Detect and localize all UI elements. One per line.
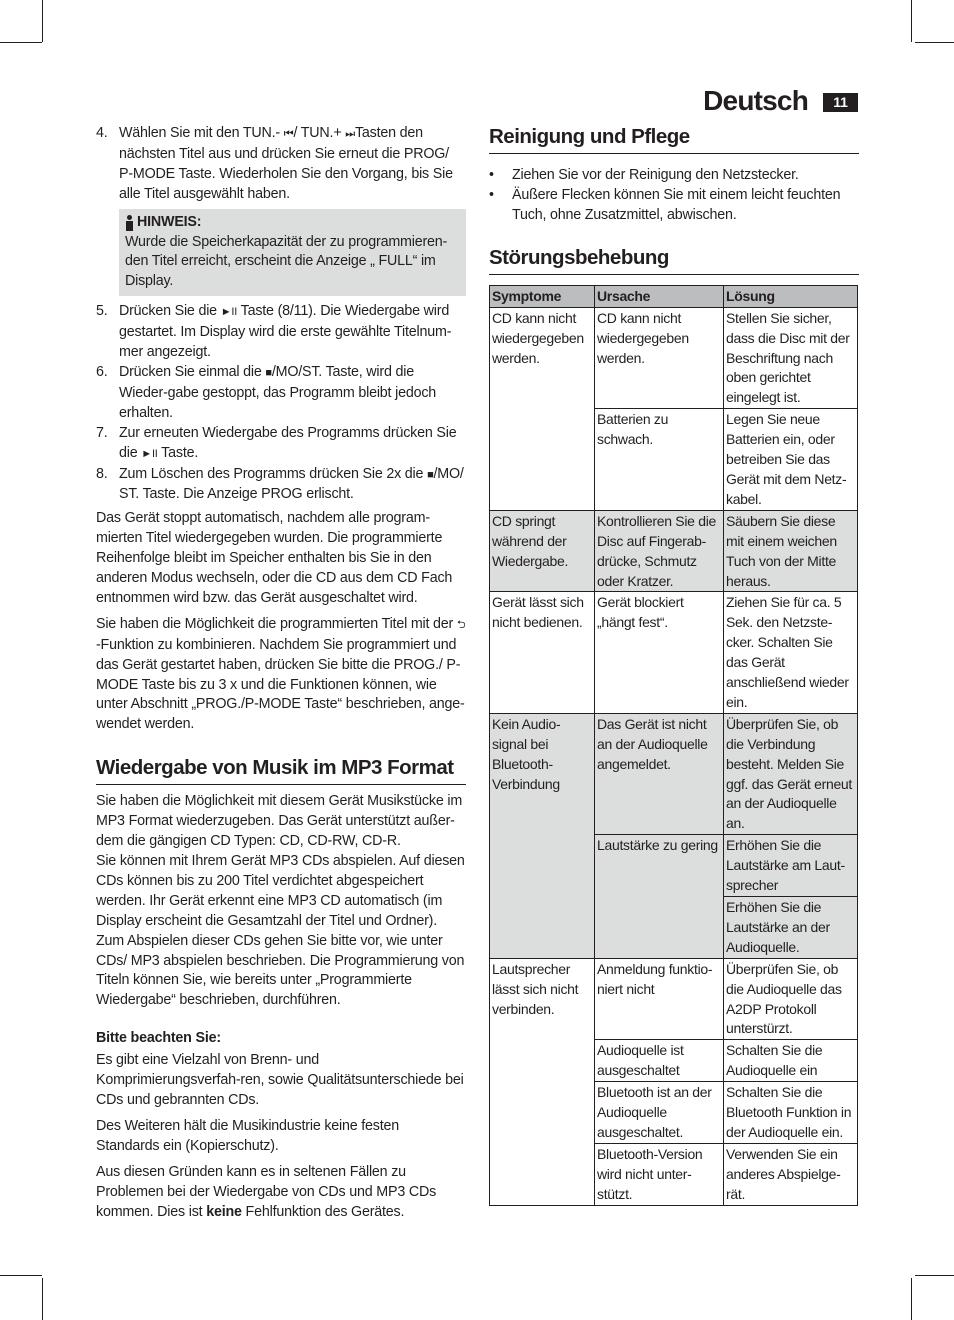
- crop-mark: [0, 1275, 42, 1276]
- note-title: HINWEIS:: [137, 213, 202, 230]
- list-item: • Äußere Flecken können Sie mit einem leicht feuchten Tuch, ohne Zusatzmittel, abwischen.: [489, 186, 841, 223]
- left-column: [96, 124, 466, 1228]
- paragraph: Es gibt eine Vielzahl von Brenn- und Komprimierungsverfah-ren, sowie Qualitätsunterschiede bei CDs und gebrannten CDs.: [96, 1052, 464, 1108]
- paragraph: Sie haben die Möglichkeit die programmierten Titel mit der ⮌-Funktion zu kombinieren. Nachdem Sie programmiert und das Gerät gestartet haben, drücken Sie bitte die PROG./ P-MODE Taste bis zu 3 x und die Funktionen können, wie unter Abschnitt „PROG./P-MODE Taste“ beschrieben, ange-wendet werden.: [96, 615, 466, 733]
- section-heading: Störungsbehebung: [489, 245, 859, 275]
- cause-cell: Audioquelle ist ausgeschaltet: [595, 1040, 724, 1082]
- solution-cell: Stellen Sie sicher, dass die Disc mit der Beschriftung nach oben gerichtet eingelegt ist.: [724, 307, 858, 409]
- cause-cell: Gerät blockiert „hängt fest“.: [595, 592, 724, 713]
- solution-cell: Legen Sie neue Batterien ein, oder betreiben Sie das Gerät mit dem Netz-kabel.: [724, 409, 858, 511]
- solution-cell: Schalten Sie die Audioquelle ein: [724, 1040, 858, 1082]
- play-pause-icon: ►II: [220, 306, 238, 319]
- troubleshooting-table: [489, 285, 858, 1206]
- table-row: [490, 510, 858, 592]
- cause-cell: Kontrollieren Sie die Disc auf Fingerab-drücke, Schmutz oder Kratzer.: [595, 510, 724, 592]
- crop-mark: [911, 0, 912, 42]
- table-row: [490, 307, 858, 409]
- bullet-list: [489, 166, 859, 226]
- right-column: [489, 124, 859, 1206]
- table-row: [490, 958, 858, 1040]
- table-row: [490, 592, 858, 713]
- column-header: Symptome: [490, 285, 595, 307]
- repeat-icon: ⮌: [456, 618, 466, 631]
- list-item: 7. Zur erneuten Wiedergabe des Programms drücken Sie die ►II Taste.: [96, 424, 466, 465]
- list-item: • Ziehen Sie vor der Reinigung den Netzstecker.: [489, 167, 799, 183]
- cause-cell: Lautstärke zu gering: [595, 835, 724, 958]
- stop-icon: ■: [427, 468, 434, 481]
- play-pause-icon: ►II: [141, 447, 158, 460]
- crop-mark: [915, 42, 954, 43]
- cause-cell: Anmeldung funktio-niert nicht: [595, 958, 724, 1040]
- list-item: 8. Zum Löschen des Programms drücken Sie 2x die ■/MO/ ST. Taste. Die Anzeige PROG erlischt.: [96, 465, 464, 503]
- solution-cell: Überprüfen Sie, ob die Audioquelle das A2DP Protokoll unterstürzt.: [724, 958, 858, 1040]
- step-list: [96, 124, 466, 205]
- page-language-title: Deutsch: [703, 85, 808, 116]
- symptom-cell: CD springt während der Wiedergabe.: [490, 510, 595, 592]
- paragraph: Das Gerät stoppt automatisch, nachdem alle program-mierten Titel wiedergegeben wurden. Die programmierte Reihenfolge bleibt im Speicher enthalten bis Sie in den anderen Modus wechseln, oder die CD aus dem CD Fach entnommen wird bzw. das Gerät ausgeschaltet wird.: [96, 510, 453, 606]
- info-icon: [125, 215, 134, 231]
- note-text: Wurde die Speicherkapazität der zu programmieren-den Titel erreicht, erscheint die Anzeige „ FULL“ im Display.: [125, 233, 448, 290]
- solution-cell: Ziehen Sie für ca. 5 Sek. den Netzste-cker. Schalten Sie das Gerät anschließend wieder ein.: [724, 592, 858, 713]
- column-header: Lösung: [724, 285, 858, 307]
- symptom-cell: Kein Audio-signal bei Bluetooth-Verbindung: [490, 713, 595, 958]
- paragraph: Aus diesen Gründen kann es in seltenen Fällen zu Problemen bei der Wiedergabe von CDs und MP3 CDs kommen. Dies ist keine Fehlfunktion des Gerätes.: [96, 1163, 437, 1220]
- list-item: 6. Drücken Sie einmal die ■/MO/ST. Taste, wird die Wieder-gabe gestoppt, das Programm bleibt jedoch erhalten.: [96, 363, 437, 421]
- symptom-cell: Lautsprecher lässt sich nicht verbinden.: [490, 958, 595, 1205]
- crop-mark: [42, 1278, 43, 1320]
- column-header: Ursache: [595, 285, 724, 307]
- cause-cell: Bluetooth-Version wird nicht unter-stützt.: [595, 1143, 724, 1205]
- solution-cell: Säubern Sie diese mit einem weichen Tuch von der Mitte heraus.: [724, 510, 858, 592]
- crop-mark: [42, 0, 43, 42]
- solution-cell: Verwenden Sie ein anderes Abspielge-rät.: [724, 1143, 858, 1205]
- paragraph: Sie haben die Möglichkeit mit diesem Gerät Musikstücke im MP3 Format wiederzugeben. Das Gerät unterstützt außer-dem die gängigen CD Typen: CD, CD-RW, CD-R. Sie können mit Ihrem Gerät MP3 CDs abspielen. Auf diesen CDs können bis zu 200 Titel verdichtet abgespeichert werden. Ihr Gerät erkennt eine MP3 CD automatisch (im Display erscheint die Gesamtzahl der Titel und Ordner). Zum Abspielen dieser CDs gehen Sie bitte vor, wie unter CDs/ MP3 abspielen beschrieben. Die Programmierung von Titeln können Sie, wie bereits unter „Programmierte Wiedergabe“ beschrieben, durchführen.: [96, 793, 465, 1009]
- skip-forward-icon: ⏭: [345, 128, 355, 140]
- solution-cell: Schalten Sie die Bluetooth Funktion in der Audioquelle ein.: [724, 1082, 858, 1144]
- paragraph: Des Weiteren hält die Musikindustrie keine festen Standards ein (Kopierschutz).: [96, 1117, 400, 1154]
- attention-heading: Bitte beachten Sie:: [96, 1030, 221, 1047]
- crop-mark: [915, 1275, 954, 1276]
- table-row: [490, 713, 858, 834]
- solution-cell: Überprüfen Sie, ob die Verbindung besteht. Melden Sie ggf. das Gerät erneut an der Audioquelle an.: [724, 713, 858, 834]
- skip-back-icon: ⏮: [283, 128, 294, 140]
- note-box: [119, 209, 466, 297]
- symptom-cell: CD kann nicht wiedergegeben werden.: [490, 307, 595, 510]
- crop-mark: [0, 42, 42, 43]
- solution-cell: Erhöhen Sie die Lautstärke am Laut-sprecher: [724, 835, 858, 897]
- cause-cell: Bluetooth ist an der Audioquelle ausgeschaltet.: [595, 1082, 724, 1144]
- list-item: 4. Wählen Sie mit den TUN.- ⏮/ TUN.+ ⏭Tasten den nächsten Titel aus und drücken Sie erneut die PROG/ P-MODE Taste. Wiederholen Sie den Vorgang, bis Sie alle Titel ausgewählt haben.: [96, 125, 453, 202]
- cause-cell: Das Gerät ist nicht an der Audioquelle angemeldet.: [595, 713, 724, 834]
- list-item: 5. Drücken Sie die ►II Taste (8/11). Die Wiedergabe wird gestartet. Im Display wird die erste gewählte Titelnum-mer angezeigt.: [96, 303, 452, 361]
- symptom-cell: Gerät lässt sich nicht bedienen.: [490, 592, 595, 713]
- section-heading: Reinigung und Pflege: [489, 124, 859, 154]
- step-list: [96, 302, 466, 505]
- stop-icon: ■: [265, 366, 272, 379]
- page-number: 11: [823, 93, 858, 112]
- cause-cell: CD kann nicht wiedergegeben werden.: [595, 307, 724, 409]
- cause-cell: Batterien zu schwach.: [595, 409, 724, 511]
- solution-cell: Erhöhen Sie die Lautstärke an der Audioquelle.: [724, 897, 858, 959]
- section-heading: Wiedergabe von Musik im MP3 Format: [96, 755, 466, 785]
- crop-mark: [911, 1278, 912, 1320]
- table-header-row: [490, 285, 858, 307]
